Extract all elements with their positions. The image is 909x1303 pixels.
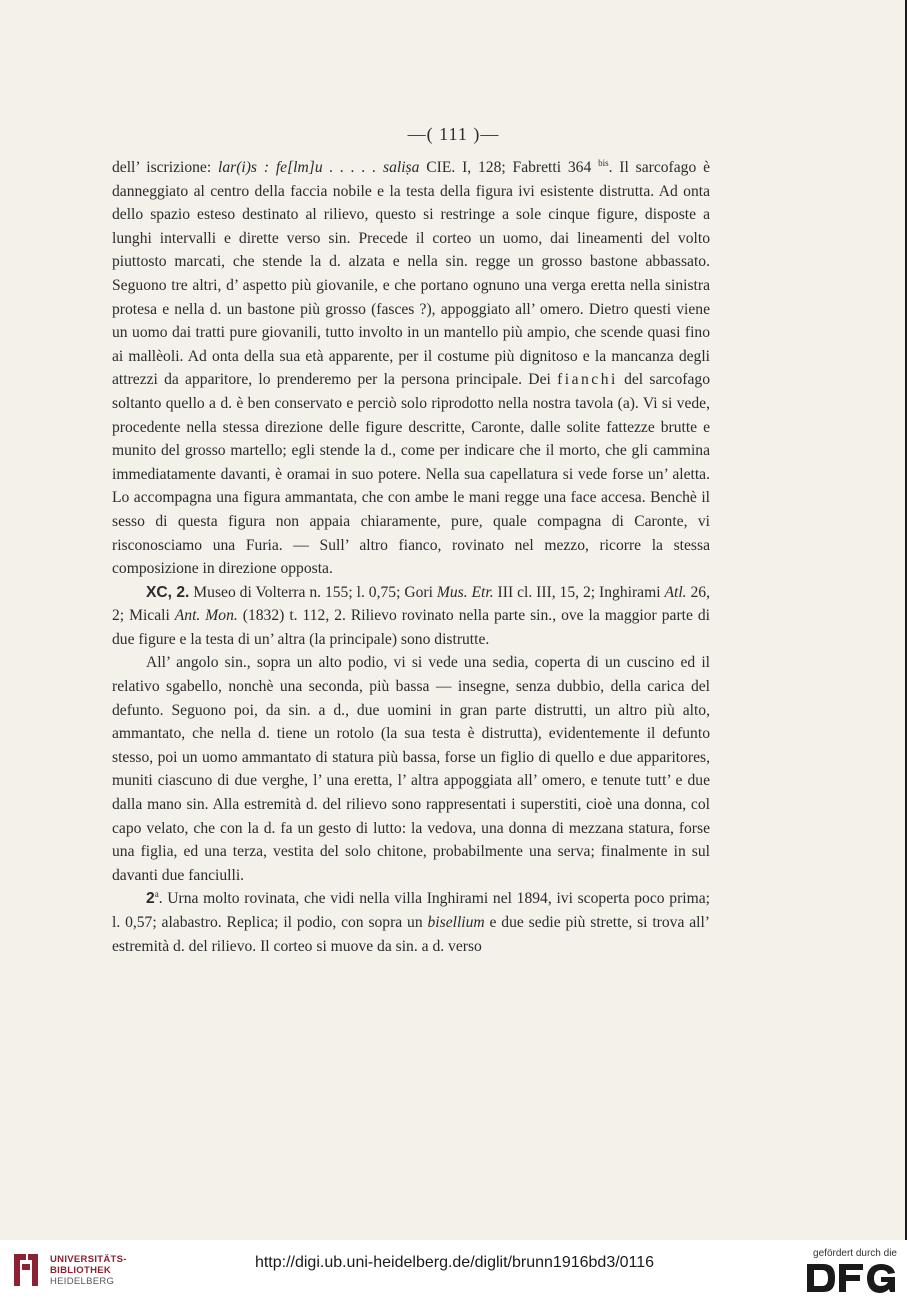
page-number: —( 111 )— bbox=[407, 124, 500, 144]
paragraph-2 bbox=[112, 581, 710, 652]
text-run: . Il sarcofago è danneggiato al centro della faccia nobile e la testa della figura ivi esistente distrutta. Ad onta dello spazio esteso destinato al rilievo, questo si restringe a sole cinque figure, disposte a lunghi intervalli e dirette verso sin. Precede il corteo un uomo, dai lineamenti del volto piuttosto marcati, che stende la d. alzata e nella sin. regge un grosso bastone abbassato. Seguono tre altri, d’ aspetto più giovanile, e che portano ognuno una verga eretta nella sinistra protesa e nella d. un bastone più grosso (fasces ?), appoggiato all’ omero. Dietro questi viene un uomo dai tratti pure giovanili, tutto involto in un mantello più ampio, che scende quasi fino ai mallèoli. Ad onta della sua età apparente, per il costume più dignitoso e la mancanza degli attrezzi da apparitore, lo prenderemo per la persona principale. Dei bbox=[112, 159, 710, 389]
citation-title: Atl. bbox=[664, 583, 687, 601]
entry-label: 2 bbox=[146, 890, 155, 908]
institution-line: UNIVERSITÄTS- bbox=[50, 1254, 127, 1265]
footer-bar bbox=[0, 1240, 909, 1303]
citation-title: Ant. Mon. bbox=[174, 607, 238, 625]
entry-label: XC, 2. bbox=[146, 583, 190, 601]
institution-line: BIBLIOTHEK bbox=[50, 1265, 112, 1276]
body-text bbox=[112, 156, 710, 958]
dfg-logo-icon bbox=[805, 1262, 897, 1294]
text-run: del sarcofago soltanto quello a d. è ben conservato e perciò solo riprodotto nella nostra tavola (a). Vi si vede, procedente nella stessa direzione delle figure descritte, Caronte, dalle solite fattezze brutte e munito del grosso martello; egli stende la d., come per indicare che il morto, che gli cammina immediatamente davanti, è oramai in suo potere. Nella sua capellatura si vede forse un’ aletta. Lo accompagna una figura ammantata, che con ambe le mani regge una face accesa. Benchè il sesso di questa figura non appaia chiaramente, pure, quale compagna di Caronte, vi risconosciamo una Furia. — Sull’ altro fianco, rovinato nel mezzo, ricorre la stessa composizione in direzione opposta. bbox=[112, 371, 710, 578]
inscription-text: lar(i)s : fe[lm]u . . . . . saliṣa bbox=[218, 159, 420, 176]
permalink-url[interactable]: http://digi.ub.uni-heidelberg.de/diglit/brunn1916bd3/0116 bbox=[254, 1254, 655, 1271]
paragraph-1 bbox=[112, 156, 710, 581]
text-run: (1832) t. 112, 2. Rilievo rovinato nella parte sin., ove la maggior parte di due figure e la testa di un’ altra (la principale) sono distrutte. bbox=[112, 607, 710, 648]
citation-title: Mus. Etr. bbox=[436, 583, 494, 601]
text-run: III cl. III, 15, 2; Inghirami bbox=[493, 583, 665, 601]
paragraph-4 bbox=[112, 887, 710, 958]
institution-line: HEIDELBERG bbox=[50, 1276, 115, 1287]
spaced-word: fianchi bbox=[557, 371, 618, 389]
superscript: a bbox=[154, 889, 159, 900]
superscript: bis bbox=[598, 157, 609, 168]
text-run: . Urna molto rovinata, che vidi nella villa Inghirami nel 1894, ivi scoperta poco prima; l. 0,57; alabastro. Replica; il podio, con sopra un bbox=[112, 890, 710, 931]
text-run: e due sedie più strette, si trova all’ estremità d. del rilievo. Il corteo si muove da sin. a d. verso bbox=[112, 914, 710, 955]
text-run: CIE. I, 128; Fabretti 364 bbox=[419, 159, 599, 176]
latin-term: bisellium bbox=[427, 914, 485, 931]
text-run: dell’ iscrizione: bbox=[112, 159, 219, 176]
paragraph-3: All’ angolo sin., sopra un alto podio, vi si vede una sedia, coperta di un cuscino ed il relativo sgabello, nonchè una seconda, più bassa — insegne, senza dubbio, della carica del defunto. Seguono poi, da sin. a d., due uomini in gran parte distrutti, un altro più alto, ammantato, che nella d. tiene un rotolo (la sua testa è distrutta), evidentemente il defunto stesso, poi un uomo ammantato di statura più bassa, forse un figlio di quello e due apparitores, muniti ciascuno di due verghe, l’ una eretta, l’ altra appoggiata all’ omero, e tenute tutt’ e due dalla mano sin. Alla estremità d. del rilievo sono rappresentati i superstiti, cioè una donna, col capo velato, che con la d. fa un gesto di lutto: la vedova, una donna di mezzana statura, forse una figlia, ed una terza, vestita del solo chitone, probabilmente una serva; finalmente in sul davanti due fanciulli. bbox=[112, 654, 710, 884]
text-run: 26, 2; Micali bbox=[112, 583, 710, 625]
sponsor-label: gefördert durch die bbox=[813, 1248, 897, 1259]
text-run: Museo di Volterra n. 155; l. 0,75; Gori bbox=[189, 583, 437, 601]
